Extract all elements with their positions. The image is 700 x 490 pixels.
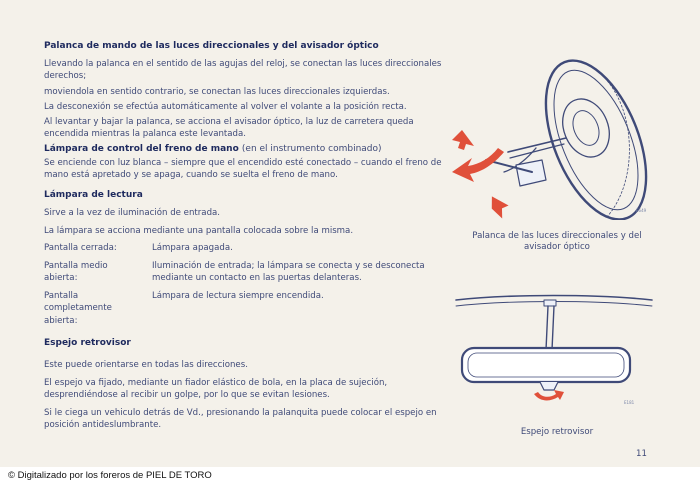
fig1-code: E649 (636, 208, 647, 213)
antiglare-arrow-icon (534, 390, 564, 400)
heading-mando: Palanca de mando de las luces direccionales y del avisador óptico (44, 41, 379, 51)
steering-caption: Palanca de las luces direccionales y del avisador óptico (472, 231, 642, 252)
steering-hub (554, 92, 617, 164)
pantalla-label-2: Pantalla medio abierta: (44, 260, 108, 284)
espejo-line-2: El espejo va fijado, mediante un fiador elástico de bola, en la placa de sujeción, desprendiéndose al recibir un golpe, por lo que se evitan lesiones. (44, 378, 388, 401)
mando-line-3: La desconexión se efectúa automáticamente al volver el volante a la posición recta. (44, 101, 407, 112)
lever-housing (516, 160, 546, 186)
mando-line-2: moviendola en sentido contrario, se conectan las luces direccionales izquierdas. (44, 86, 390, 97)
arrow-left-icon (452, 148, 504, 182)
movement-arrows (452, 130, 510, 219)
arrow-down-icon (488, 196, 509, 219)
lectura-line-2: La lámpara se acciona mediante una pantalla colocada sobre la misma. (44, 226, 354, 237)
pantalla-label-3: Pantalla completamente abierta: (44, 291, 112, 326)
steering-lever-illustration (446, 40, 666, 220)
heading-lectura: Lámpara de lectura (44, 190, 143, 201)
espejo-line-1: Este puede orientarse en todas las direcciones. (44, 360, 248, 371)
freno-text: Se enciende con luz blanca – siempre que el encendido esté conectado – cuando el freno de mano está apretado y se apaga, cuando se suelta el freno de mano. (44, 157, 442, 180)
pantalla-label-1: Pantalla cerrada: (44, 242, 117, 253)
steering-wheel-rim (526, 46, 666, 220)
heading-freno-sub: (en el instrumento combinado) (241, 144, 382, 155)
arrow-up-icon (452, 130, 474, 150)
windshield-frame (456, 296, 652, 301)
fig2-code: E181 (624, 400, 635, 405)
mando-line-1: Llevando la palanca en el sentido de las agujas del reloj, se conectan las luces direccionales derechos; (44, 59, 442, 82)
antiglare-tab (540, 382, 558, 390)
scan-credit: © Digitalizado por los foreros de PIEL DE TORO (8, 470, 212, 481)
mirror-caption: Espejo retrovisor (520, 427, 594, 437)
text-column (44, 40, 454, 434)
heading-freno-main: Lámpara de control del freno de mano (44, 144, 239, 155)
pantalla-value-1: Lámpara apagada. (152, 242, 233, 253)
espejo-line-3: Si le ciega un vehiculo detrás de Vd., presionando la palanquita puede colocar el espejo en posición antideslumbrante. (44, 407, 437, 430)
pantalla-table (44, 242, 454, 327)
heading-freno (44, 143, 454, 155)
rearview-mirror-illustration (448, 286, 658, 416)
mando-line-4: Al levantar y bajar la palanca, se acciona el avisador óptico, la luz de carretera queda encendida mientras la palanca este levantada. (44, 117, 414, 140)
page-number: 11 (636, 449, 647, 459)
lectura-line-1: Sirve a la vez de iluminación de entrada. (44, 208, 221, 219)
pantalla-value-2: Iluminación de entrada; la lámpara se conecta y se desconecta mediante un contacto en las puertas delanteras. (152, 260, 425, 284)
heading-espejo: Espejo retrovisor (44, 337, 131, 348)
pantalla-value-3: Lámpara de lectura siempre encendida. (152, 291, 324, 302)
